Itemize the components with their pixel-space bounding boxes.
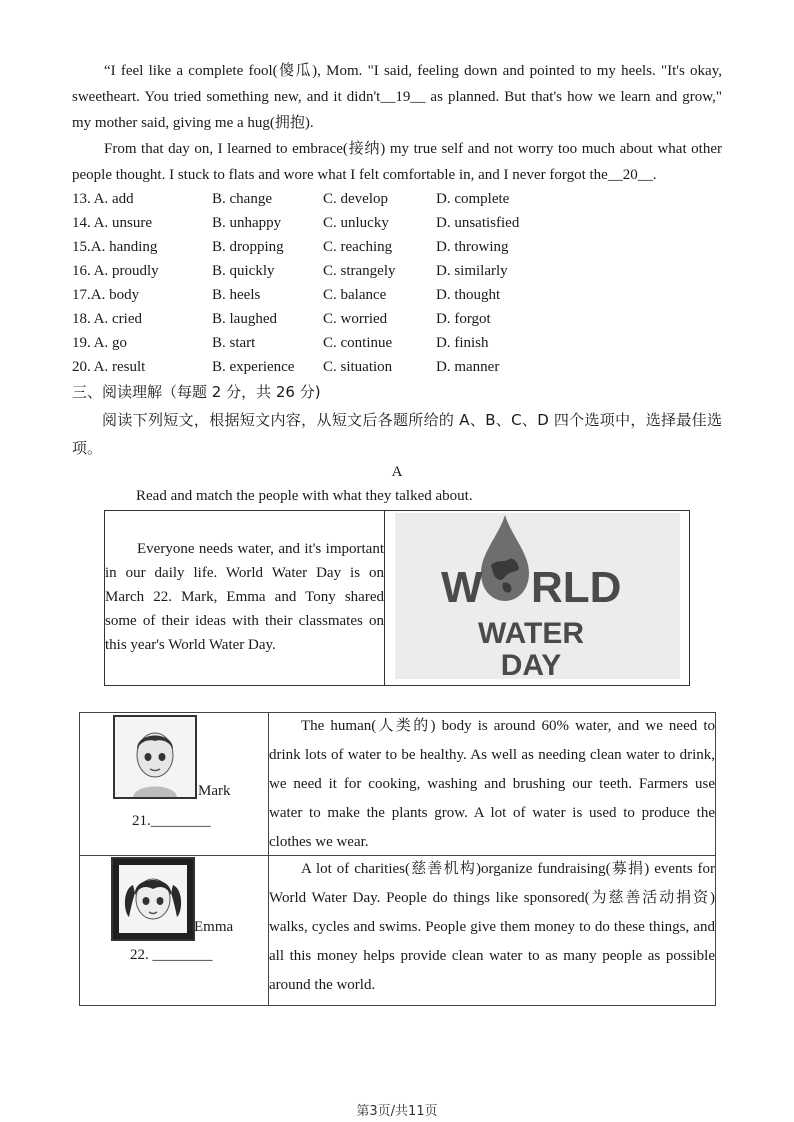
option-b: B. dropping	[212, 239, 284, 255]
logo-word-day: DAY	[500, 649, 562, 679]
option-c: C. strangely	[323, 263, 396, 279]
girl-avatar-icon	[113, 859, 193, 939]
option-d: D. thought	[436, 287, 501, 303]
read-match-instruction: Read and match the people with what they talked about.	[136, 488, 473, 504]
option-c: C. continue	[323, 335, 393, 351]
option-d: D. similarly	[436, 263, 508, 279]
option-c: C. situation	[323, 359, 393, 375]
option-c: C. unlucky	[323, 215, 389, 231]
section-instruction: 阅读下列短文，根据短文内容，从短文后各题所给的 A、B、C、D 四个选项中，选择最佳选项。	[72, 411, 722, 457]
intro-text: Everyone needs water, and it's important in our daily life. World Water Day is on March 22. Mark, Emma and Tony shared some of their ideas with their classmates on this year's World Water Day.	[105, 541, 384, 653]
avatar-mark	[113, 715, 197, 799]
part-label: A	[391, 464, 403, 480]
option-d: D. manner	[436, 359, 500, 375]
person-name-emma: Emma	[194, 919, 234, 935]
mark-statement: The human(人类的) body is around 60% water, and we need to drink lots of water to be healthy. As well as needing clean water to drink, we need it for cooking, washing and brushing our teeth. Farmers use water to make the plants grow. A lot of water is used to produce the clothes we wear.	[269, 718, 715, 850]
option-a: 17.A. body	[72, 287, 140, 303]
option-d: D. finish	[436, 335, 489, 351]
option-a: 13. A. add	[72, 191, 134, 207]
person-name-mark: Mark	[198, 783, 231, 799]
option-b: B. heels	[212, 287, 261, 303]
option-b: B. start	[212, 335, 256, 351]
option-c: C. balance	[323, 287, 387, 303]
option-b: B. laughed	[212, 311, 277, 327]
option-d: D. throwing	[436, 239, 509, 255]
water-drop-globe-icon	[395, 513, 680, 679]
logo-word-rld: RLD	[531, 563, 622, 612]
option-a: 16. A. proudly	[72, 263, 159, 279]
option-c: C. develop	[323, 191, 388, 207]
option-b: B. experience	[212, 359, 295, 375]
boy-avatar-icon	[115, 717, 195, 797]
logo-letter-w: W	[441, 563, 483, 612]
emma-statement: A lot of charities(慈善机构)organize fundraising(募捐) events for World Water Day. People do things like sponsored(为慈善活动捐资) walks, cycles and swims. People give them money to do these things, and all this money helps provide clean water to as many people as possible around the world.	[269, 861, 715, 993]
option-d: D. complete	[436, 191, 510, 207]
people-table	[79, 712, 716, 1006]
intro-box	[104, 510, 690, 686]
world-water-day-logo	[395, 513, 680, 679]
option-b: B. unhappy	[212, 215, 282, 231]
option-a: 14. A. unsure	[72, 215, 152, 231]
page-footer: 第3页/共11页	[356, 1104, 438, 1119]
option-b: B. quickly	[212, 263, 275, 279]
logo-word-water: WATER	[477, 617, 585, 650]
option-d: D. unsatisfied	[436, 215, 520, 231]
section-heading: 三、阅读理解（每题 2 分，共 26 分)	[72, 383, 321, 401]
avatar-emma	[111, 857, 195, 941]
option-b: B. change	[212, 191, 272, 207]
intro-divider	[384, 511, 385, 685]
option-a: 18. A. cried	[72, 311, 142, 327]
option-a: 20. A. result	[72, 359, 146, 375]
passage-paragraph-1: “I feel like a complete fool(傻瓜), Mom. "I said, feeling down and pointed to my heels. "It's okay, sweetheart. You tried something new, and it didn't__19__ as planned. But that's how we learn and grow," my mother said, giving me a hug(拥抱).	[72, 63, 722, 131]
option-c: C. reaching	[323, 239, 393, 255]
answer-blank-21[interactable]: 21.________	[132, 813, 211, 829]
option-a: 19. A. go	[72, 335, 128, 351]
option-d: D. forgot	[436, 311, 491, 327]
answer-blank-22[interactable]: 22. ________	[130, 947, 213, 963]
passage-paragraph-2: From that day on, I learned to embrace(接纳) my true self and not worry too much about what other people thought. I stuck to flats and wore what I felt comfortable in, and I never forgot the__20__.	[72, 141, 722, 183]
option-c: C. worried	[323, 311, 388, 327]
option-a: 15.A. handing	[72, 239, 158, 255]
